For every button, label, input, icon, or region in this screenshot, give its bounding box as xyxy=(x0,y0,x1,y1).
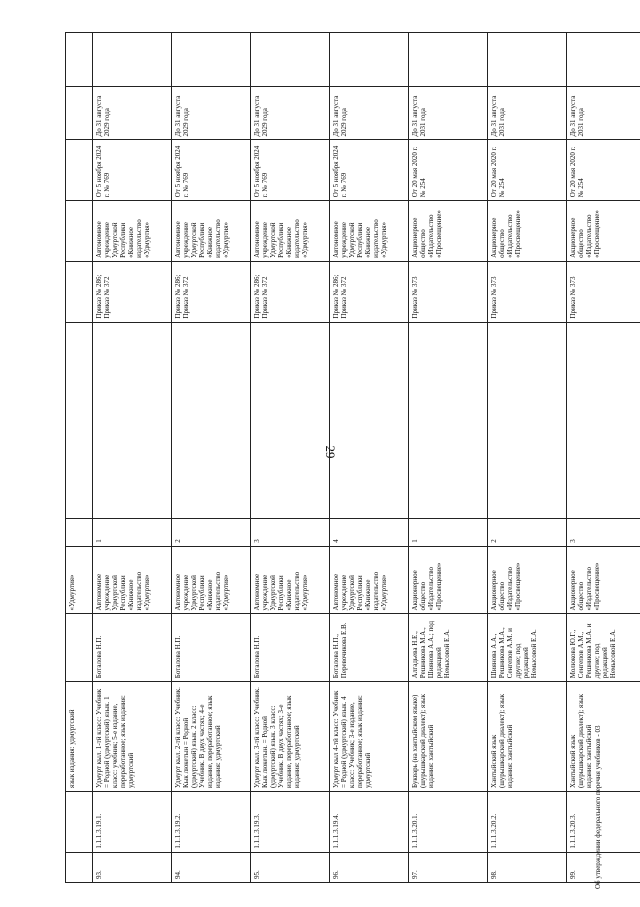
cell-grade: 3 xyxy=(251,518,330,546)
table-row xyxy=(409,33,488,883)
empty-cell xyxy=(488,33,567,87)
cell-pub1: Акционерное общество «Издательство «Просвещение» xyxy=(409,546,488,614)
cell-date_from: От 5 ноября 2024 г. № 769 xyxy=(93,140,172,201)
table-row xyxy=(172,33,251,883)
cell-orders: Приказ № 373 xyxy=(567,261,640,322)
cell-title: Хантыйский язык (шурышкарский диалект); язык издания: хантыйский xyxy=(567,682,640,792)
cell-pub2: Акционерное общество «Издательство «Просвещение» xyxy=(567,201,640,262)
cell-orders: Приказ № 286; Приказ № 372 xyxy=(330,261,409,322)
cell-date_from: От 20 мая 2020 г. № 254 xyxy=(488,140,567,201)
cell-pub1: Автономное учреждение Удмуртской Республики «Книжное издательство «Удмуртия» xyxy=(330,546,409,614)
cell-date_to: До 31 августа 2031 года xyxy=(488,86,567,140)
cell-authors: Алгадьева Н.Е., Решникова М.А., Шиянова А.А.; под редакцией Немысовой Е.А. xyxy=(409,614,488,682)
empty-cell xyxy=(172,33,251,87)
empty-cell xyxy=(251,322,330,518)
cell-pub1: Акционерное общество «Издательство «Просвещение» xyxy=(488,546,567,614)
cell-pub1: Автономное учреждение Удмуртской Республики «Книжное издательство «Удмуртия» xyxy=(93,546,172,614)
empty-cell xyxy=(93,322,172,518)
cell-pub2: Автономное учреждение Удмуртской Республики «Книжное издательство «Удмуртия» xyxy=(251,201,330,262)
cell-pub2: Акционерное общество «Издательство «Просвещение» xyxy=(488,201,567,262)
cell-title: Букварь (на хантыйском языке) (шурышкарский диалект); язык издания: хантыйский xyxy=(409,682,488,792)
cell-grade: 2 xyxy=(488,518,567,546)
cell-pub2: Автономное учреждение Удмуртской Республики «Книжное издательство «Удмуртия» xyxy=(330,201,409,262)
cell-n: 98. xyxy=(488,852,567,882)
cell-grade: 3 xyxy=(567,518,640,546)
cell-code: 1.1.1.3.20.2. xyxy=(488,791,567,852)
cell-orders: Приказ № 286; Приказ № 372 xyxy=(251,261,330,322)
empty-cell xyxy=(172,322,251,518)
cell-orders: Приказ № 286; Приказ № 372 xyxy=(93,261,172,322)
cell-n: 96. xyxy=(330,852,409,882)
cell-pub1: Автономное учреждение Удмуртской Республики «Книжное издательство «Удмуртия» xyxy=(172,546,251,614)
textbook-table-rotated xyxy=(65,32,626,883)
subject-continuation: язык издания: удмуртский xyxy=(66,682,93,792)
cell-code: 1.1.1.3.19.1. xyxy=(93,791,172,852)
empty-cell xyxy=(409,322,488,518)
cell-authors: Шиянова А.А., Решникова М.А., Сенгепов А.М. и другие; под редакцией Немысовой Е.А. xyxy=(488,614,567,682)
cell-date_from: От 5 ноября 2024 г. № 769 xyxy=(172,140,251,201)
cell-code: 1.1.1.3.19.2. xyxy=(172,791,251,852)
cell-authors: Боталова Н.П. xyxy=(172,614,251,682)
cell-date_from: От 5 ноября 2024 г. № 769 xyxy=(330,140,409,201)
cell-pub2: Акционерное общество «Издательство «Просвещение» xyxy=(409,201,488,262)
cell-pub2: Автономное учреждение Удмуртской Республики «Книжное издательство «Удмуртия» xyxy=(93,201,172,262)
cell-n: 94. xyxy=(172,852,251,882)
cell-authors: Молюкова Ю.Г., Сенгепов А.М., Решникова М.А. и другие; под редакцией Немысовой Е.А. xyxy=(567,614,640,682)
empty-cell xyxy=(567,33,640,87)
document-footer: Об утверждении федерального перечня учебников - 03 xyxy=(594,725,602,889)
empty-cell xyxy=(251,33,330,87)
cell-date_to: До 31 августа 2029 года xyxy=(172,86,251,140)
cell-date_to: До 31 августа 2029 года xyxy=(93,86,172,140)
cell-date_from: От 5 ноября 2024 г. № 769 xyxy=(251,140,330,201)
publisher-continuation: «Удмуртия» xyxy=(66,546,93,614)
cell-grade: 2 xyxy=(172,518,251,546)
cell-date_to: До 31 августа 2029 года xyxy=(330,86,409,140)
cell-code: 1.1.1.3.20.1. xyxy=(409,791,488,852)
empty-cell xyxy=(93,33,172,87)
cell-n: 95. xyxy=(251,852,330,882)
empty-cell xyxy=(330,33,409,87)
cell-pub2: Автономное учреждение Удмуртской Республики «Книжное издательство «Удмуртия» xyxy=(172,201,251,262)
cell-authors: Боталова Н.П. xyxy=(251,614,330,682)
cell-grade: 1 xyxy=(409,518,488,546)
cell-grade: 4 xyxy=(330,518,409,546)
textbook-table xyxy=(65,32,640,883)
cell-title: Удмурт кыл. 3-тӥ класс: Учебник. Кык люкетын. = Родной (удмуртский) язык. 3 класс: Учебник. В двух частях; 3-е издание, переработанное; язык издания: удмуртский xyxy=(251,682,330,792)
table-row xyxy=(93,33,172,883)
cell-n: 93. xyxy=(93,852,172,882)
cell-date_from: От 20 мая 2020 г. № 254 xyxy=(409,140,488,201)
table-row xyxy=(330,33,409,883)
cell-title: Хантыйский язык (шурышкарский диалект); язык издания: хантыйский xyxy=(488,682,567,792)
cell-code: 1.1.1.3.19.3. xyxy=(251,791,330,852)
cell-date_to: До 31 августа 2031 года xyxy=(567,86,640,140)
cell-pub1: Акционерное общество «Издательство «Просвещение» xyxy=(567,546,640,614)
empty-cell xyxy=(567,322,640,518)
cell-authors: Боталова Н.П. xyxy=(93,614,172,682)
cell-title: Удмурт кыл. 1-тӥ класс: Учебник = Родной (удмуртский) язык. 1 класс: учебник; 5-е издание, переработанное; язык издания: удмуртский xyxy=(93,682,172,792)
cell-code: 1.1.1.3.20.3. xyxy=(567,791,640,852)
cell-grade: 1 xyxy=(93,518,172,546)
cell-date_to: До 31 августа 2031 года xyxy=(409,86,488,140)
cell-orders: Приказ № 373 xyxy=(488,261,567,322)
table-row xyxy=(488,33,567,883)
table-row xyxy=(251,33,330,883)
cell-code: 1.1.1.3.19.4. xyxy=(330,791,409,852)
empty-cell xyxy=(409,33,488,87)
cell-title: Удмурт кыл. 2-тӥ класс: Учебник. Кык люкетын = Родной (удмуртский) язык. 2 класс: Учебник. В двух частях; 4-е издание, переработанное; язык издания: удмуртский xyxy=(172,682,251,792)
cell-title: Удмурт кыл 4-тӥ класс: Учебник = Родной (удмуртский) язык. 4 класс: Учебник; 3-е издание, переработанное; язык издания: удмуртский xyxy=(330,682,409,792)
table-row xyxy=(567,33,640,883)
cell-authors: Боталова Н.П., Перевочикова Е.В. xyxy=(330,614,409,682)
cell-date_to: До 31 августа 2029 года xyxy=(251,86,330,140)
page-number: 29 xyxy=(323,445,338,459)
cell-orders: Приказ № 286; Приказ № 372 xyxy=(172,261,251,322)
cell-pub1: Автономное учреждение Удмуртской Республики «Книжное издательство «Удмуртия» xyxy=(251,546,330,614)
empty-cell xyxy=(330,322,409,518)
cell-n: 97. xyxy=(409,852,488,882)
cell-date_from: От 20 мая 2020 г. № 254 xyxy=(567,140,640,201)
empty-cell xyxy=(488,322,567,518)
continuation-row xyxy=(66,33,93,883)
cell-n: 99. xyxy=(567,852,640,882)
cell-orders: Приказ № 373 xyxy=(409,261,488,322)
